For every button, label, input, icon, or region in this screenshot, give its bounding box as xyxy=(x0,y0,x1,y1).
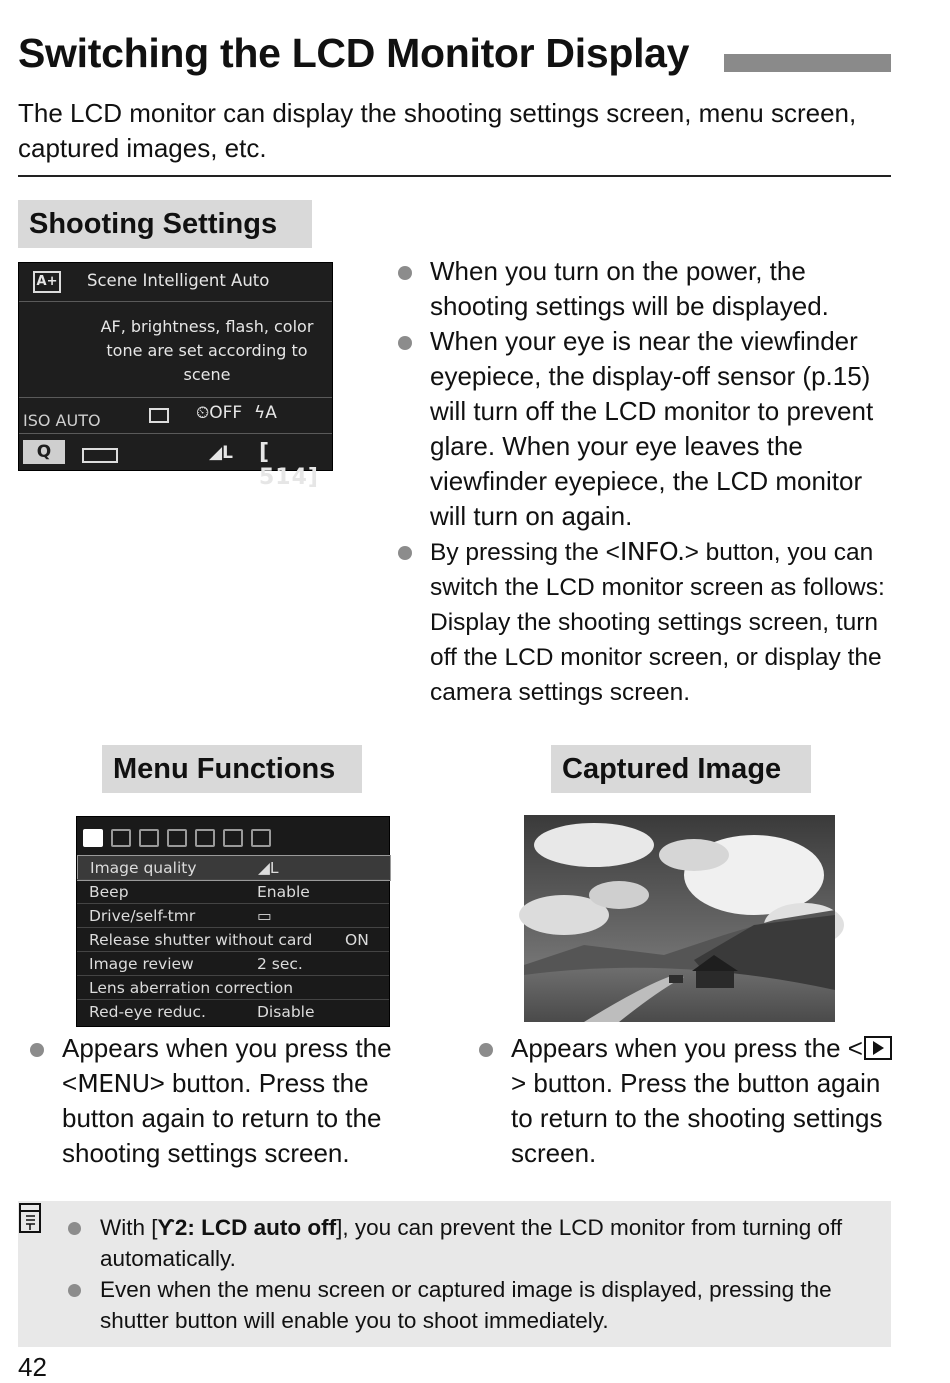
menu-row xyxy=(77,879,389,904)
setup-menu-2-icon xyxy=(223,829,243,847)
text-fragment: > button, you can switch the LCD monitor screen as follows: Display the shooting settings screen, turn off the LCD monitor screen, or display the camera settings screen. xyxy=(430,539,885,706)
captured-landscape-photo xyxy=(524,815,835,1022)
playback-menu-1-icon xyxy=(139,829,159,847)
menu-row-label: Image review xyxy=(89,955,194,973)
screen-divider xyxy=(19,301,332,302)
menu-row xyxy=(77,999,389,1024)
text-fragment: Appears when you press the < xyxy=(62,1033,392,1098)
menu-tab-bar xyxy=(77,817,389,853)
image-quality-indicator: ◢L xyxy=(209,443,233,463)
menu-row-value: Disable xyxy=(257,1003,315,1021)
list-item xyxy=(396,534,896,710)
captured-image-list xyxy=(477,1031,897,1171)
self-timer-off-icon: ⏲OFF xyxy=(196,403,243,423)
menu-row-value: Enable xyxy=(257,883,310,901)
menu-row-label: Lens aberration correction xyxy=(89,979,294,997)
list-item: Even when the menu screen or captured image is displayed, pressing the shutter button will enable you to shoot immediately. xyxy=(66,1274,886,1336)
list-item xyxy=(477,1031,897,1171)
shooting-mode-label: Scene Intelligent Auto xyxy=(87,271,270,290)
shooting-settings-screen xyxy=(18,262,333,490)
shooting-settings-list xyxy=(396,254,896,710)
text-fragment: With [ xyxy=(100,1215,158,1240)
note-box xyxy=(18,1201,891,1347)
list-item: When you turn on the power, the shooting settings will be displayed. xyxy=(396,254,896,324)
menu-row xyxy=(77,951,389,976)
list-item xyxy=(28,1031,438,1171)
text-fragment: By pressing the < xyxy=(430,539,620,566)
shots-remaining: [ 514] xyxy=(259,440,319,490)
title-decoration-bar xyxy=(724,54,891,72)
menu-row-value: ON xyxy=(345,931,369,949)
menu-row-value: ▭ xyxy=(257,907,272,925)
menu-row xyxy=(77,927,389,952)
menu-row-value: ◢L xyxy=(258,859,279,877)
auto-flash-icon: ϟA xyxy=(254,403,277,423)
setup-menu-1-icon xyxy=(195,829,215,847)
menu-row xyxy=(77,975,389,1000)
menu-row-label: Image quality xyxy=(90,859,197,877)
iso-setting: ISO AUTO xyxy=(23,411,101,430)
menu-row-value: 2 sec. xyxy=(257,955,303,973)
page-number: 42 xyxy=(18,1352,47,1382)
page-title: Switching the LCD Monitor Display xyxy=(18,30,690,76)
menu-row-label: Release shutter without card xyxy=(89,931,313,949)
text-fragment: ], you can prevent the LCD monitor from turning off automatically. xyxy=(100,1215,843,1271)
menu-row xyxy=(77,855,391,881)
menu-row-label: Drive/self-tmr xyxy=(89,907,196,925)
list-item xyxy=(66,1212,886,1274)
note-icon xyxy=(18,1201,46,1235)
shooting-settings-heading: Shooting Settings xyxy=(18,200,312,248)
shooting-menu-1-icon xyxy=(83,829,103,847)
menu-row-label: Beep xyxy=(89,883,129,901)
menu-row xyxy=(77,903,389,928)
playback-menu-2-icon xyxy=(167,829,187,847)
menu-screen xyxy=(76,816,390,1027)
menu-functions-list xyxy=(28,1031,438,1171)
note-list xyxy=(66,1212,886,1336)
screen-divider xyxy=(19,433,332,434)
text-fragment: Appears when you press the < xyxy=(511,1033,863,1063)
captured-image-heading: Captured Image xyxy=(551,745,811,793)
menu-functions-heading: Menu Functions xyxy=(102,745,362,793)
playback-button-icon xyxy=(864,1036,892,1060)
text-fragment: > button. Press the button again to return to the shooting settings screen. xyxy=(62,1068,382,1168)
single-shot-icon xyxy=(149,408,169,423)
landscape-image xyxy=(524,815,835,1022)
scene-intelligent-auto-icon: A+ xyxy=(33,271,61,293)
divider xyxy=(18,175,891,177)
mode-description: AF, brightness, flash, color tone are set according to scene xyxy=(100,317,314,384)
text-fragment: > button. Press the button again to return to the shooting settings screen. xyxy=(511,1068,883,1168)
menu-button-label: MENU xyxy=(77,1069,150,1098)
screen-divider xyxy=(19,397,332,398)
info-button-label: INFO. xyxy=(619,537,685,566)
intro-text: The LCD monitor can display the shooting settings screen, menu screen, captured images, etc. xyxy=(18,98,857,163)
setup-menu-3-icon xyxy=(251,829,271,847)
menu-row-label: Red-eye reduc. xyxy=(89,1003,206,1021)
lcd-auto-off-setting: ϒ2: LCD auto off xyxy=(157,1215,337,1240)
battery-icon xyxy=(82,448,118,463)
shooting-menu-2-icon xyxy=(111,829,131,847)
quick-control-icon: Q xyxy=(23,440,65,464)
list-item: When your eye is near the viewfinder eyepiece, the display-off sensor (p.15) will turn off the LCD monitor to prevent glare. When your eye leaves the viewfinder eyepiece, the LCD monitor will turn on again. xyxy=(396,324,896,534)
